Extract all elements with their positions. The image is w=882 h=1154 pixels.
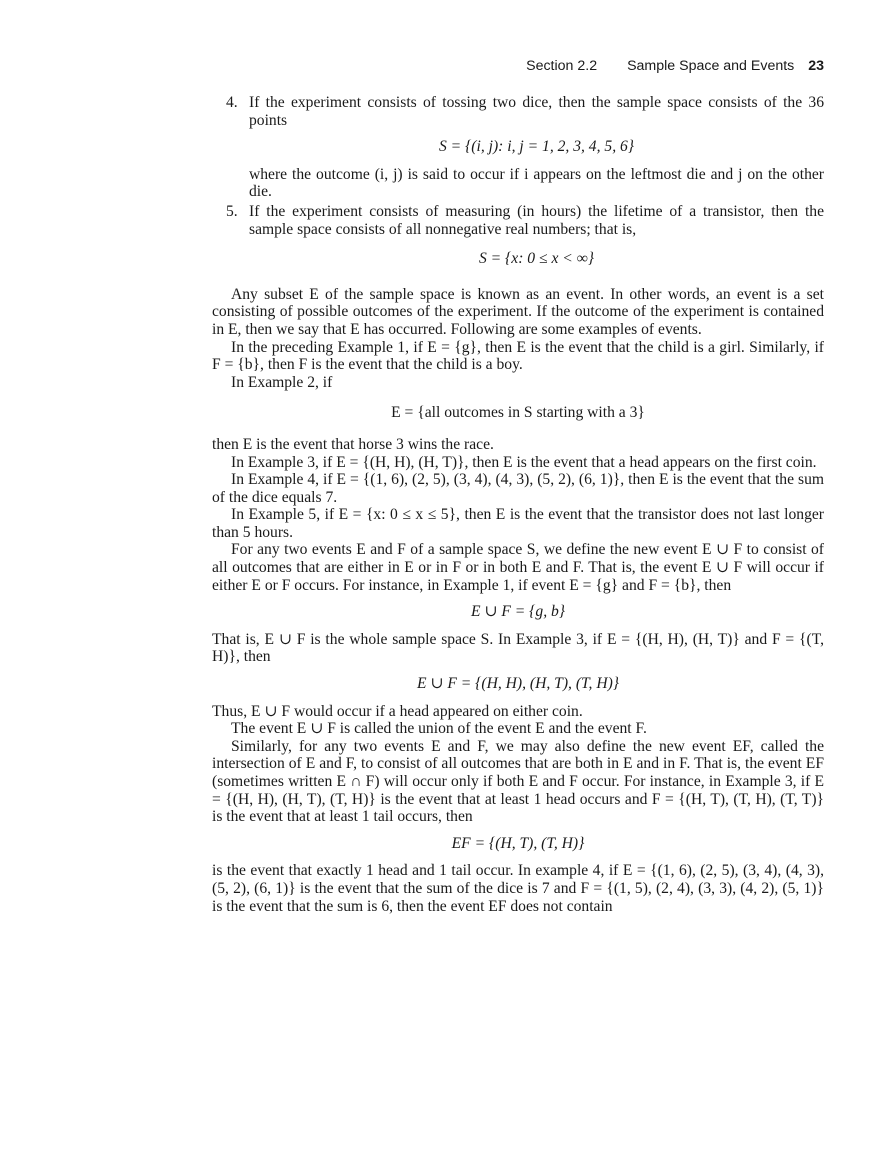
paragraph: In Example 5, if E = {x: 0 ≤ x ≤ 5}, then E is the event that the transistor does not last longer than 5 hours. [212,506,824,541]
paragraph: The event E ∪ F is called the union of the event E and the event F. [231,720,647,738]
paragraph: That is, E ∪ F is the whole sample space S. In Example 3, if E = {(H, H), (H, T)} and F = {(T, H)}, then [212,630,824,666]
paragraph: Thus, E ∪ F would occur if a head appeared on either coin. [212,702,583,720]
list-number: 5. [226,202,238,220]
paragraph: In the preceding Example 1, if E = {g}, then E is the event that the child is a girl. Similarly, if F = {b}, then F is the event that the child is a boy. [212,338,824,374]
running-header [526,58,824,76]
paragraph: In Example 4, if E = {(1, 6), (2, 5), (3, 4), (4, 3), (5, 2), (6, 1)}, then E is the event that the sum of the dice equals 7. [212,471,824,506]
page-body [212,94,824,915]
display-equation: S = {x: 0 ≤ x < ∞} [478,250,595,268]
display-equation: EF = {(H, T), (T, H)} [451,834,585,852]
paragraph: then E is the event that horse 3 wins the race. [212,435,494,453]
display-equation: E ∪ F = {g, b} [470,603,566,621]
page-number: 23 [808,58,824,74]
display-equation: E = {all outcomes in S starting with a 3} [391,404,645,422]
paragraph: In Example 2, if [231,373,333,391]
list-number: 4. [226,94,238,111]
item-lead-text: If the experiment consists of measuring (in hours) the lifetime of a transistor, then the sample space consists of all nonnegative real numbers; that is, [249,202,824,238]
list-item-5 [212,203,824,268]
display-equation: S = {(i, j): i, j = 1, 2, 3, 4, 5, 6} [438,138,635,156]
list-item-4 [212,94,824,201]
paragraph: Any subset E of the sample space is known as an event. In other words, an event is a set consisting of possible outcomes of the experiment. If the outcome of the experiment is contained in E, then we say that E has occurred. Following are some examples of events. [212,285,824,338]
paragraph: For any two events E and F of a sample space S, we define the new event E ∪ F to consist of all outcomes that are either in E or in F or in both E and F. That is, the event E ∪ F will occur if either E or F occurs. For instance, in Example 1, if event E = {g} and F = {b}, then [212,541,824,594]
section-title: Sample Space and Events [627,58,795,74]
paragraph: Similarly, for any two events E and F, we may also define the new event EF, called the intersection of E and F, to consist of all outcomes that are both in E and in F. That is, the event EF (sometimes written E ∩ F) will occur only if both E and F occur. For instance, in Example 3, if E = {(H, H), (H, T), (T, H)} is the event that at least 1 head occurs and F = {(H, T), (T, H), (T, T)} is the event that at least 1 tail occurs, then [212,737,824,826]
display-equation: E ∪ F = {(H, H), (H, T), (T, H)} [416,675,620,693]
section-label: Section 2.2 [526,58,598,74]
item-lead-text: If the experiment consists of tossing two dice, then the sample space consists of the 36 points [249,94,824,129]
item-tail-text: where the outcome (i, j) is said to occur if i appears on the leftmost die and j on the other die. [249,165,824,201]
paragraph: In Example 3, if E = {(H, H), (H, T)}, then E is the event that a head appears on the first coin. [231,453,817,471]
paragraph: is the event that exactly 1 head and 1 tail occur. In example 4, if E = {(1, 6), (2, 5), (3, 4), (4, 3), (5, 2), (6, 1)} is the event that the sum of the dice is 7 and F = {(1, 5), (2, 4), (3, 3), (4, 2), (5, 1)} is the event that the sum is 6, then the event EF does not contain [212,862,824,915]
